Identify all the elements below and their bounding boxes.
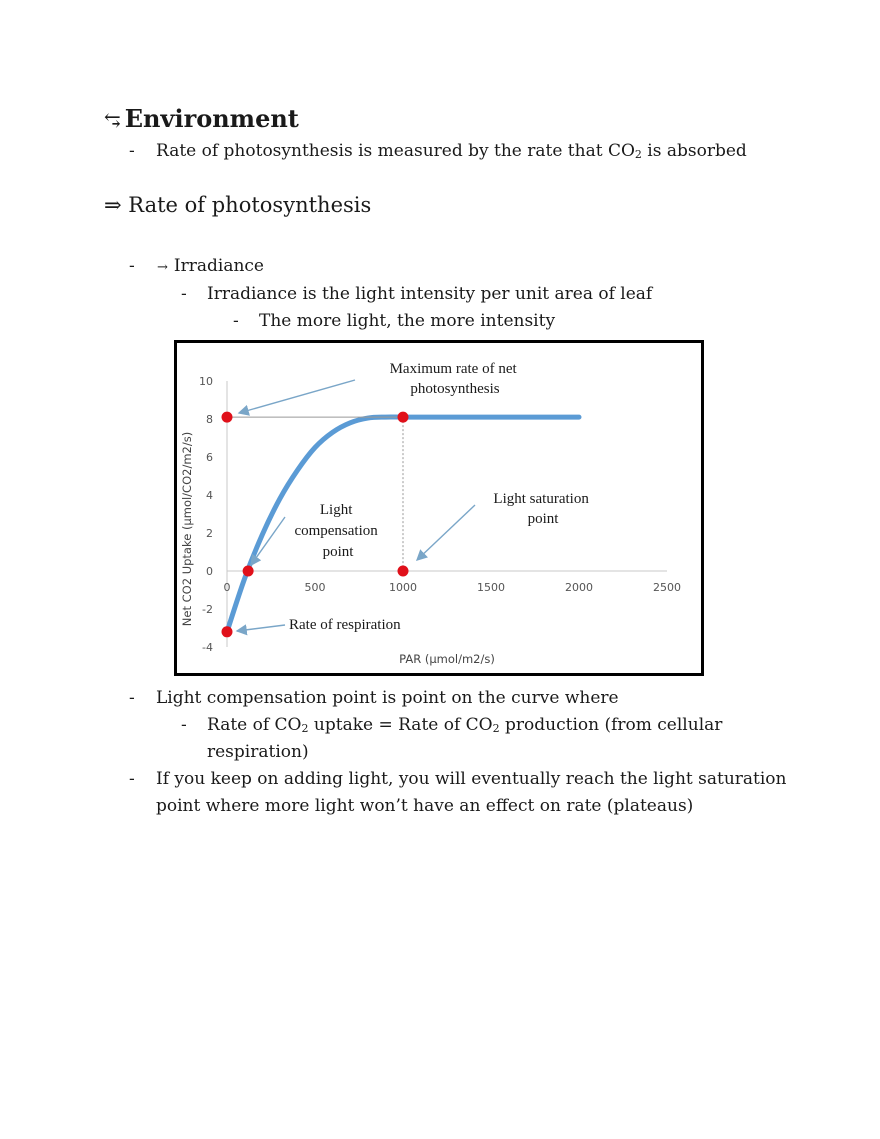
sub-bullet-uptake-equals-production: Rate of $CO_2$ uptake = Rate of $CO_2$ production (from cellular — [207, 715, 723, 735]
x-tick-label: 2000 — [565, 581, 593, 594]
bullet-dash: - — [129, 688, 135, 708]
x-tick-label: 2500 — [653, 581, 681, 594]
bullet-dash: - — [129, 769, 135, 789]
bullet-irradiance: → Irradiance — [157, 256, 264, 276]
y-tick-label: 0 — [206, 565, 213, 578]
double-arrow-icon: ⇒ — [104, 193, 122, 217]
bullet-dash: - — [181, 284, 187, 304]
y-tick-label: 8 — [206, 413, 213, 426]
point-saturation — [398, 566, 409, 577]
x-tick-label: 500 — [304, 581, 326, 594]
bullet-compensation-definition: Light compensation point is point on the curve where — [156, 688, 619, 708]
point-max-rate-y-axis — [222, 412, 233, 423]
section-rate-of-photosynthesis — [104, 193, 371, 217]
y-tick-label: 10 — [199, 375, 213, 388]
y-tick-label: 4 — [206, 489, 213, 502]
y-axis-label: Net CO2 Uptake (µmol/CO2/m2/s) — [180, 431, 194, 627]
respiration-arrow — [237, 625, 285, 631]
heading-title: Environment — [124, 104, 299, 133]
x-tick-label: 1500 — [477, 581, 505, 594]
chart-frame — [174, 340, 704, 676]
bullet-dash: - — [233, 311, 239, 331]
heading-environment — [104, 104, 299, 133]
saturation-arrow — [417, 505, 475, 560]
bullet-dash: - — [129, 256, 135, 276]
bullet-saturation-line2: point where more light won’t have an effect on rate (plateaus) — [156, 796, 694, 816]
x-tick-label: 0 — [223, 581, 231, 594]
compensation-label: Light compensation point — [294, 502, 378, 560]
right-arrow-icon: → — [157, 260, 168, 275]
y-tick-label: -4 — [202, 641, 213, 654]
section-title: Rate of photosynthesis — [128, 193, 372, 217]
x-tick-label: 1000 — [389, 581, 417, 594]
point-max-rate — [398, 412, 409, 423]
max-rate-arrow — [239, 380, 355, 413]
sub-sub-bullet-more-light: The more light, the more intensity — [259, 311, 556, 331]
saturation-label: Light saturation point — [493, 491, 589, 527]
respiration-label: Rate of respiration — [289, 617, 401, 633]
sub-bullet-uptake-continuation: respiration) — [207, 742, 309, 762]
y-tick-label: 6 — [206, 451, 213, 464]
point-compensation — [243, 566, 254, 577]
swap-arrows-icon: ⥃ — [104, 108, 121, 132]
point-respiration — [222, 626, 233, 637]
bullet-saturation-line1: If you keep on adding light, you will eventually reach the light saturation — [156, 769, 787, 789]
max-rate-label: Maximum rate of net photosynthesis — [389, 361, 517, 397]
x-axis-label: PAR (µmol/m2/s) — [399, 652, 495, 666]
y-tick-label: 2 — [206, 527, 213, 540]
bullet-rate-measured: Rate of photosynthesis is measured by the rate that $CO_2$ is absorbed — [156, 141, 747, 161]
bullet-dash: - — [181, 715, 187, 735]
photosynthesis-light-curve-chart — [177, 343, 701, 673]
y-tick-label: -2 — [202, 603, 213, 616]
sub-bullet-irradiance-definition: Irradiance is the light intensity per unit area of leaf — [207, 284, 653, 304]
bullet-dash: - — [129, 141, 135, 161]
